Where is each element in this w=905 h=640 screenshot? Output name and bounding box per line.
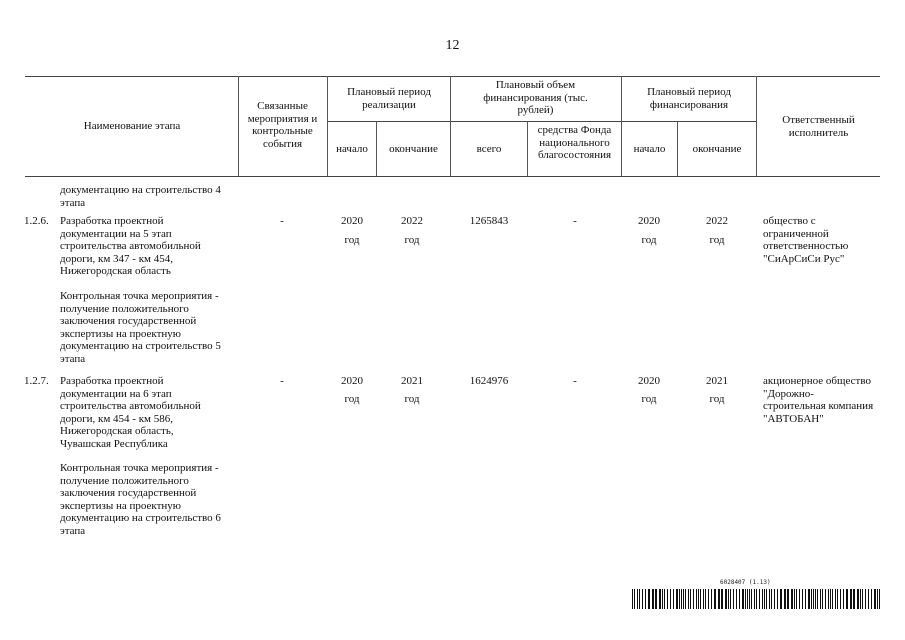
table-top-rule	[25, 76, 880, 77]
row-fin-start: 2020	[638, 215, 660, 227]
header-related: Связанные мероприятия и контрольные события	[247, 100, 318, 150]
header-volume-total: всего	[476, 143, 502, 155]
row-checkpoint: Контрольная точка мероприятия - получение положительного заключения государственной экспертизы на проектную документацию на строительство 6 этапа	[60, 462, 221, 537]
row-name: Разработка проектной документации на 5 этап строительства автомобильной дороги, км 347 - км 454, Нижегородская область	[60, 215, 201, 277]
header-responsible: Ответственный исполнитель	[782, 114, 855, 139]
row-responsible: акционерное общество "Дорожно-строительная компания "АВТОБАН"	[763, 375, 874, 425]
row-number: 1.2.7.	[24, 375, 49, 387]
row-impl-start: 2020	[341, 215, 363, 227]
row-responsible: общество с ограниченной ответственностью "СиАрСиСи Рус"	[763, 215, 849, 265]
subheader-rule-volume	[450, 121, 621, 122]
header-period-fin: Плановый период финансирования	[647, 86, 731, 111]
row-fin-end: 2021	[706, 375, 728, 387]
header-bottom-rule	[25, 176, 880, 177]
header-volume: Плановый объем финансирования (тыс. рублей)	[483, 79, 588, 116]
row-impl-end: 2022	[401, 215, 423, 227]
row-related: -	[280, 375, 284, 387]
row-impl-start-year: год	[344, 393, 360, 405]
col-divider-8	[756, 76, 757, 176]
subheader-rule-impl	[327, 121, 450, 122]
barcode-label: 6028407 (1.13)	[720, 579, 771, 586]
col-divider-5	[527, 121, 528, 176]
row-impl-end-year: год	[404, 234, 420, 246]
row-fin-end-year: год	[709, 393, 725, 405]
page-number: 12	[445, 38, 460, 53]
row-fin-start-year: год	[641, 393, 657, 405]
row-fin-start: 2020	[638, 375, 660, 387]
row-impl-end-year: год	[404, 393, 420, 405]
header-period-impl: Плановый период реализации	[347, 86, 431, 111]
row-total: 1265843	[469, 215, 509, 227]
row-fin-end: 2022	[706, 215, 728, 227]
carryover-text: документацию на строительство 4 этапа	[60, 184, 221, 209]
row-impl-start-year: год	[344, 234, 360, 246]
header-volume-fund: средства Фонда национального благосостояния	[537, 124, 612, 161]
header-impl-end: окончание	[389, 143, 438, 155]
subheader-rule-fin	[621, 121, 756, 122]
row-checkpoint: Контрольная точка мероприятия - получение положительного заключения государственной экспертизы на проектную документацию на строительство 5 этапа	[60, 290, 221, 365]
row-total: 1624976	[469, 375, 509, 387]
col-divider-4	[450, 76, 451, 176]
row-impl-end: 2021	[401, 375, 423, 387]
row-name: Разработка проектной документации на 6 этап строительства автомобильной дороги, км 454 - км 586, Нижегородская область, Чувашская Республика	[60, 375, 201, 450]
row-number: 1.2.6.	[24, 215, 49, 227]
row-fund: -	[573, 375, 577, 387]
header-impl-start: начало	[336, 143, 368, 155]
barcode-icon	[632, 589, 882, 609]
row-fin-start-year: год	[641, 234, 657, 246]
row-related: -	[280, 215, 284, 227]
header-stage: Наименование этапа	[83, 120, 181, 132]
col-divider-2	[327, 76, 328, 176]
row-impl-start: 2020	[341, 375, 363, 387]
header-fin-start: начало	[633, 143, 666, 155]
col-divider-6	[621, 76, 622, 176]
row-fin-end-year: год	[709, 234, 725, 246]
header-fin-end: окончание	[692, 143, 742, 155]
row-fund: -	[573, 215, 577, 227]
